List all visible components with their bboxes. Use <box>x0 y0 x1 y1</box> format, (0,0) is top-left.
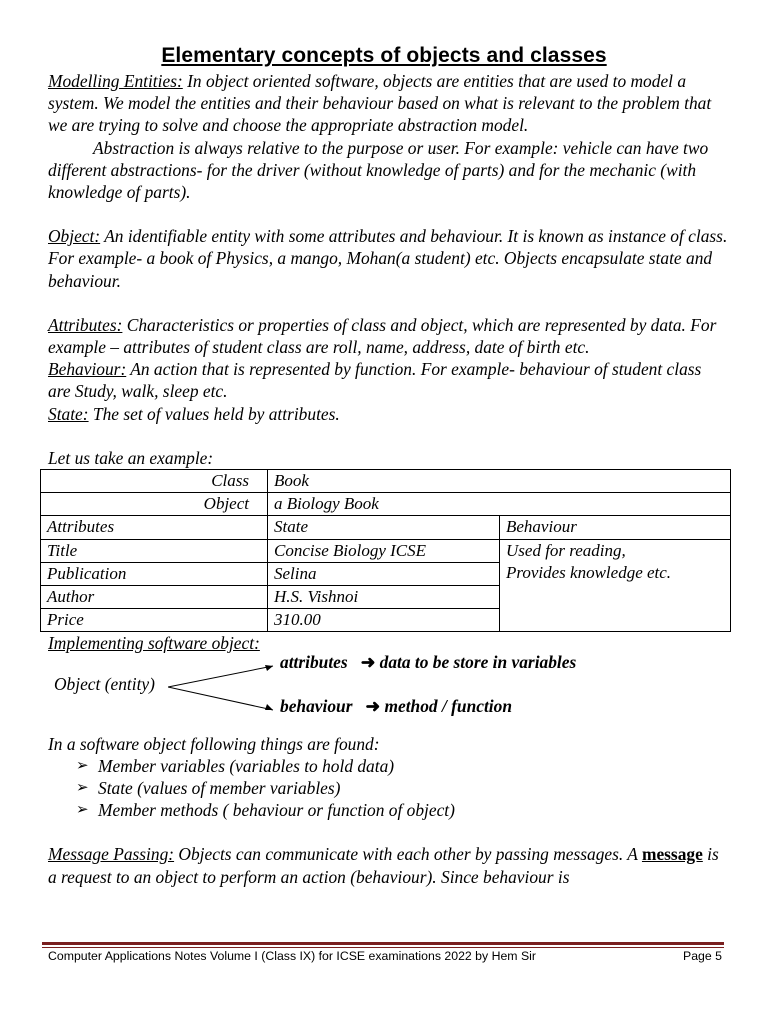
modelling-paragraph <box>48 70 728 137</box>
object-row-value: a Biology Book <box>268 493 731 516</box>
diagram-attributes: attributes <box>280 651 348 672</box>
attr-cell: Author <box>41 586 268 609</box>
table-row <box>41 609 731 632</box>
page-title: Elementary concepts of objects and classes <box>161 44 607 67</box>
diagram-behaviour: behaviour <box>280 695 353 716</box>
object-diagram <box>48 651 728 733</box>
list-item: ➢ Member variables (variables to hold data) <box>76 755 395 776</box>
arrow-icon: ➜ <box>365 695 381 716</box>
message-passing-paragraph: Message Passing: Objects can communicate with each other by passing messages. A message is a request to an object to perform an action (behaviour). Since behaviour is <box>48 844 719 887</box>
abstraction-paragraph: Abstraction is always relative to the purpose or user. For example: vehicle can have two different abstractions- for the driver (without knowledge of parts) and for the mechanic (with knowledge of parts). <box>48 137 709 203</box>
diagram-object: Object (entity) <box>54 673 155 694</box>
diagram-behaviour-line <box>280 695 512 717</box>
behaviour-cell: Used for reading, <box>500 539 731 562</box>
header-state: State <box>268 516 500 539</box>
footer-text: Computer Applications Notes Volume I (Class IX) for ICSE examinations 2022 by Hem Sir <box>48 949 536 963</box>
object-row-label: Object <box>41 493 268 516</box>
class-label: Class <box>41 470 268 493</box>
behaviour-cell-empty <box>500 609 731 632</box>
implementing-title: Implementing software object: <box>48 633 260 654</box>
page-number: Page 5 <box>683 949 722 963</box>
attr-cell: Price <box>41 609 268 632</box>
attributes-paragraph <box>48 314 728 358</box>
footer-rule <box>42 942 724 945</box>
list-item: ➢ State (values of member variables) <box>76 778 341 799</box>
table-row <box>41 470 731 493</box>
software-object-list <box>48 755 728 822</box>
diagram-attributes-desc: data to be store in variables <box>379 651 577 672</box>
modelling-label: Modelling Entities: <box>48 71 183 91</box>
object-text: An identifiable entity with some attributes and behaviour. It is known as instance of class. For example- a book of Physics, a mango, Mohan(a student) etc. Objects encapsulate state and behaviour. <box>48 226 728 291</box>
behaviour-label: Behaviour: <box>48 359 127 380</box>
object-paragraph <box>48 225 728 292</box>
state-cell: Selina <box>268 562 500 585</box>
attributes-text: Characteristics or properties of class and object, which are represented by data. For example – attributes of student class are roll, name, address, date of birth etc. <box>48 314 717 358</box>
table-header-row <box>41 516 731 539</box>
example-intro: Let us take an example: <box>48 447 214 468</box>
state-text: The set of values held by attributes. <box>88 403 340 424</box>
state-cell: Concise Biology ICSE <box>268 539 500 562</box>
document-body <box>48 70 728 888</box>
table-row <box>41 562 731 585</box>
modelling-text: In object oriented software, objects are entities that are used to model a system. We model the entities and their behaviour based on what is relevant to the problem that we are trying to solve and choose the appropriate abstraction model. <box>48 71 712 136</box>
table-row <box>41 586 731 609</box>
example-table <box>40 469 731 632</box>
diagram-attributes-line <box>280 651 576 673</box>
state-label: State: <box>48 403 89 424</box>
header-attributes: Attributes <box>41 516 268 539</box>
bullet-arrow-icon: ➢ <box>76 757 89 774</box>
attr-cell: Publication <box>41 562 268 585</box>
table-row <box>41 493 731 516</box>
state-paragraph <box>48 403 728 425</box>
list-item: ➢ Member methods ( behaviour or function of object) <box>76 800 455 821</box>
arrow-icon: ➜ <box>360 651 376 672</box>
behaviour-text: An action that is represented by function. For example- behaviour of student class are Study, walk, sleep etc. <box>48 359 702 402</box>
diagram-behaviour-desc: method / function <box>384 695 513 716</box>
state-cell: H.S. Vishnoi <box>268 586 500 609</box>
behaviour-cell-empty <box>500 586 731 609</box>
message-passing-label: Message Passing: <box>48 844 175 865</box>
message-bold-word: message <box>641 844 703 865</box>
object-label: Object: <box>48 226 101 247</box>
behaviour-paragraph <box>48 358 728 402</box>
table-row <box>41 539 731 562</box>
bullet-arrow-icon: ➢ <box>76 802 89 819</box>
footer-rule-thin <box>42 947 724 948</box>
diagram-arrows <box>168 663 278 715</box>
class-value: Book <box>268 470 731 493</box>
behaviour-cell: Provides knowledge etc. <box>500 562 731 585</box>
attr-cell: Title <box>41 539 268 562</box>
state-cell: 310.00 <box>268 609 500 632</box>
software-object-intro: In a software object following things are found: <box>48 733 380 754</box>
header-behaviour: Behaviour <box>500 516 731 539</box>
attributes-label: Attributes: <box>48 314 123 335</box>
bullet-arrow-icon: ➢ <box>76 780 89 797</box>
